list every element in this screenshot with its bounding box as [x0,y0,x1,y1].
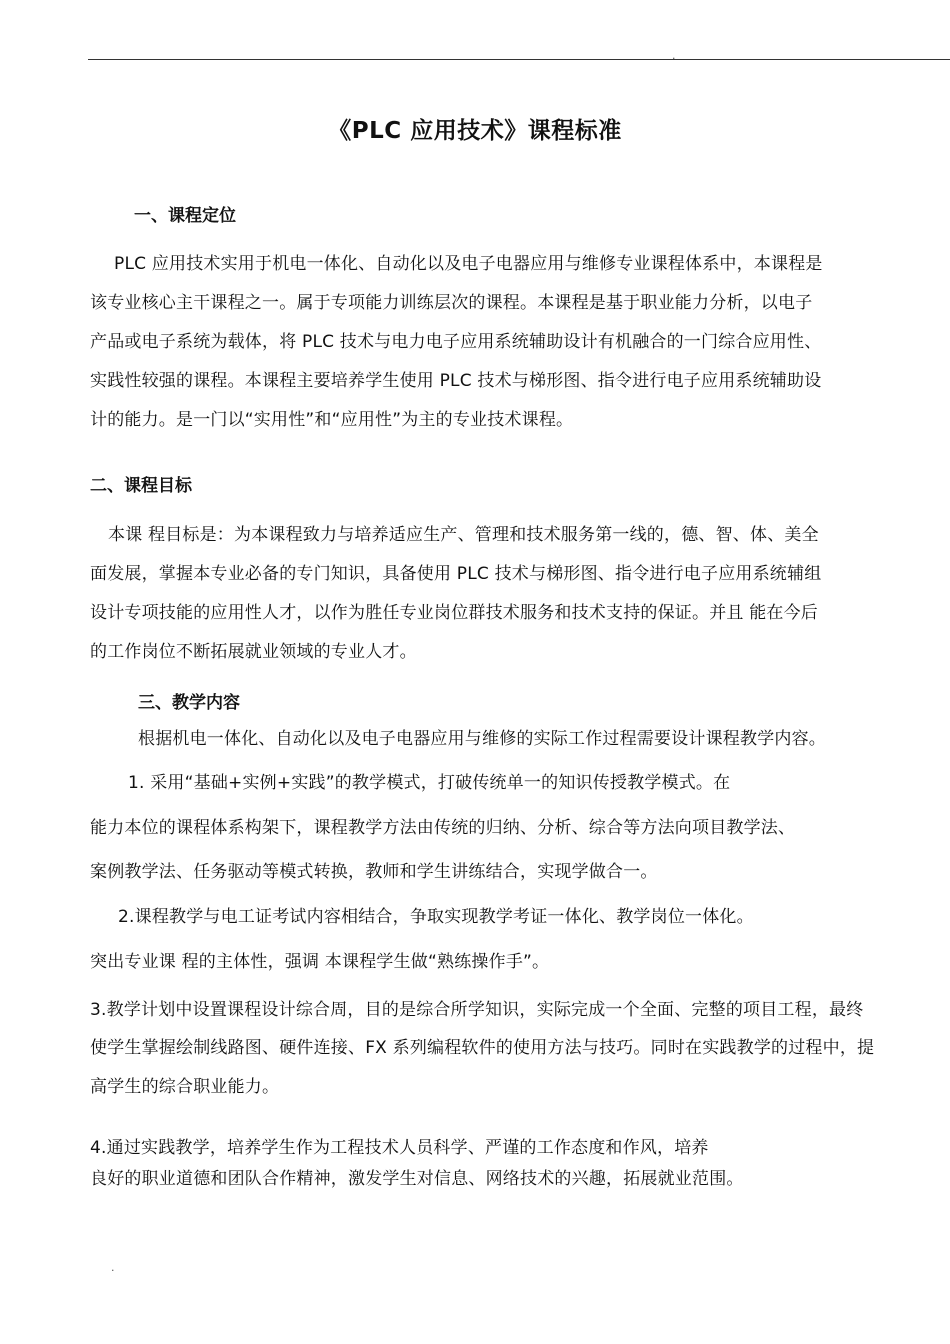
header-dot: . [672,49,676,62]
list-item-line: 突出专业课 程的主体性，强调 本课程学生做“熟练操作手”。 [90,952,550,972]
paragraph-line: 该专业核心主干课程之一。属于专项能力训练层次的课程。本课程是基于职业能力分析，以电子 [90,293,813,313]
list-item-line: 4.通过实践教学，培养学生作为工程技术人员科学、严谨的工作态度和作风，培养 [90,1138,709,1158]
list-item-line: 能力本位的课程体系构架下，课程教学方法由传统的归纳、分析、综合等方法向项目教学法、 [90,818,796,838]
paragraph-line: PLC 应用技术实用于机电一体化、自动化以及电子电器应用与维修专业课程体系中，本课程是 [114,254,823,274]
section-heading-objectives: 二、课程目标 [90,476,192,496]
paragraph-line: 设计专项技能的应用性人才，以作为胜任专业岗位群技术服务和技术支持的保证。并且 能在今后 [90,603,819,623]
header-rule [88,59,950,60]
list-item-line: 1. 采用“基础+实例+实践”的教学模式，打破传统单一的知识传授教学模式。在 [128,773,731,793]
paragraph-line: 本课 程目标是：为本课程致力与培养适应生产、管理和技术服务第一线的，德、智、体、美全 [108,525,819,545]
list-item-line: 2.课程教学与电工证考试内容相结合，争取实现教学考证一体化、教学岗位一体化。 [118,907,754,927]
paragraph-line: 计的能力。是一门以“实用性”和“应用性”为主的专业技术课程。 [90,410,574,430]
document-title: 《PLC 应用技术》课程标准 [328,118,622,144]
list-item-line: 案例教学法、任务驱动等模式转换，教师和学生讲练结合，实现学做合一。 [90,862,658,882]
footer-dot: . [111,1261,115,1274]
section-heading-positioning: 一、课程定位 [134,206,236,226]
list-item-line: 3.教学计划中设置课程设计综合周，目的是综合所学知识，实际完成一个全面、完整的项目工程，最终 [90,1000,864,1020]
paragraph-line: 面发展，掌握本专业必备的专门知识，具备使用 PLC 技术与梯形图、指令进行电子应用系统辅组 [90,564,822,584]
list-item-line: 使学生掌握绘制线路图、硬件连接、FX 系列编程软件的使用方法与技巧。同时在实践教学的过程中，提 [90,1038,875,1058]
paragraph-line: 实践性较强的课程。本课程主要培养学生使用 PLC 技术与梯形图、指令进行电子应用系统辅助设 [90,371,822,391]
paragraph-line: 根据机电一体化、自动化以及电子电器应用与维修的实际工作过程需要设计课程教学内容。 [138,729,826,749]
list-item-line: 高学生的综合职业能力。 [90,1077,280,1097]
paragraph-line: 的工作岗位不断拓展就业领域的专业人才。 [90,642,417,662]
paragraph-line: 产品或电子系统为载体，将 PLC 技术与电力电子应用系统辅助设计有机融合的一门综合应用性、 [90,332,822,352]
section-heading-content: 三、教学内容 [138,693,240,713]
list-item-line: 良好的职业道德和团队合作精神，激发学生对信息、网络技术的兴趣，拓展就业范围。 [90,1169,744,1189]
